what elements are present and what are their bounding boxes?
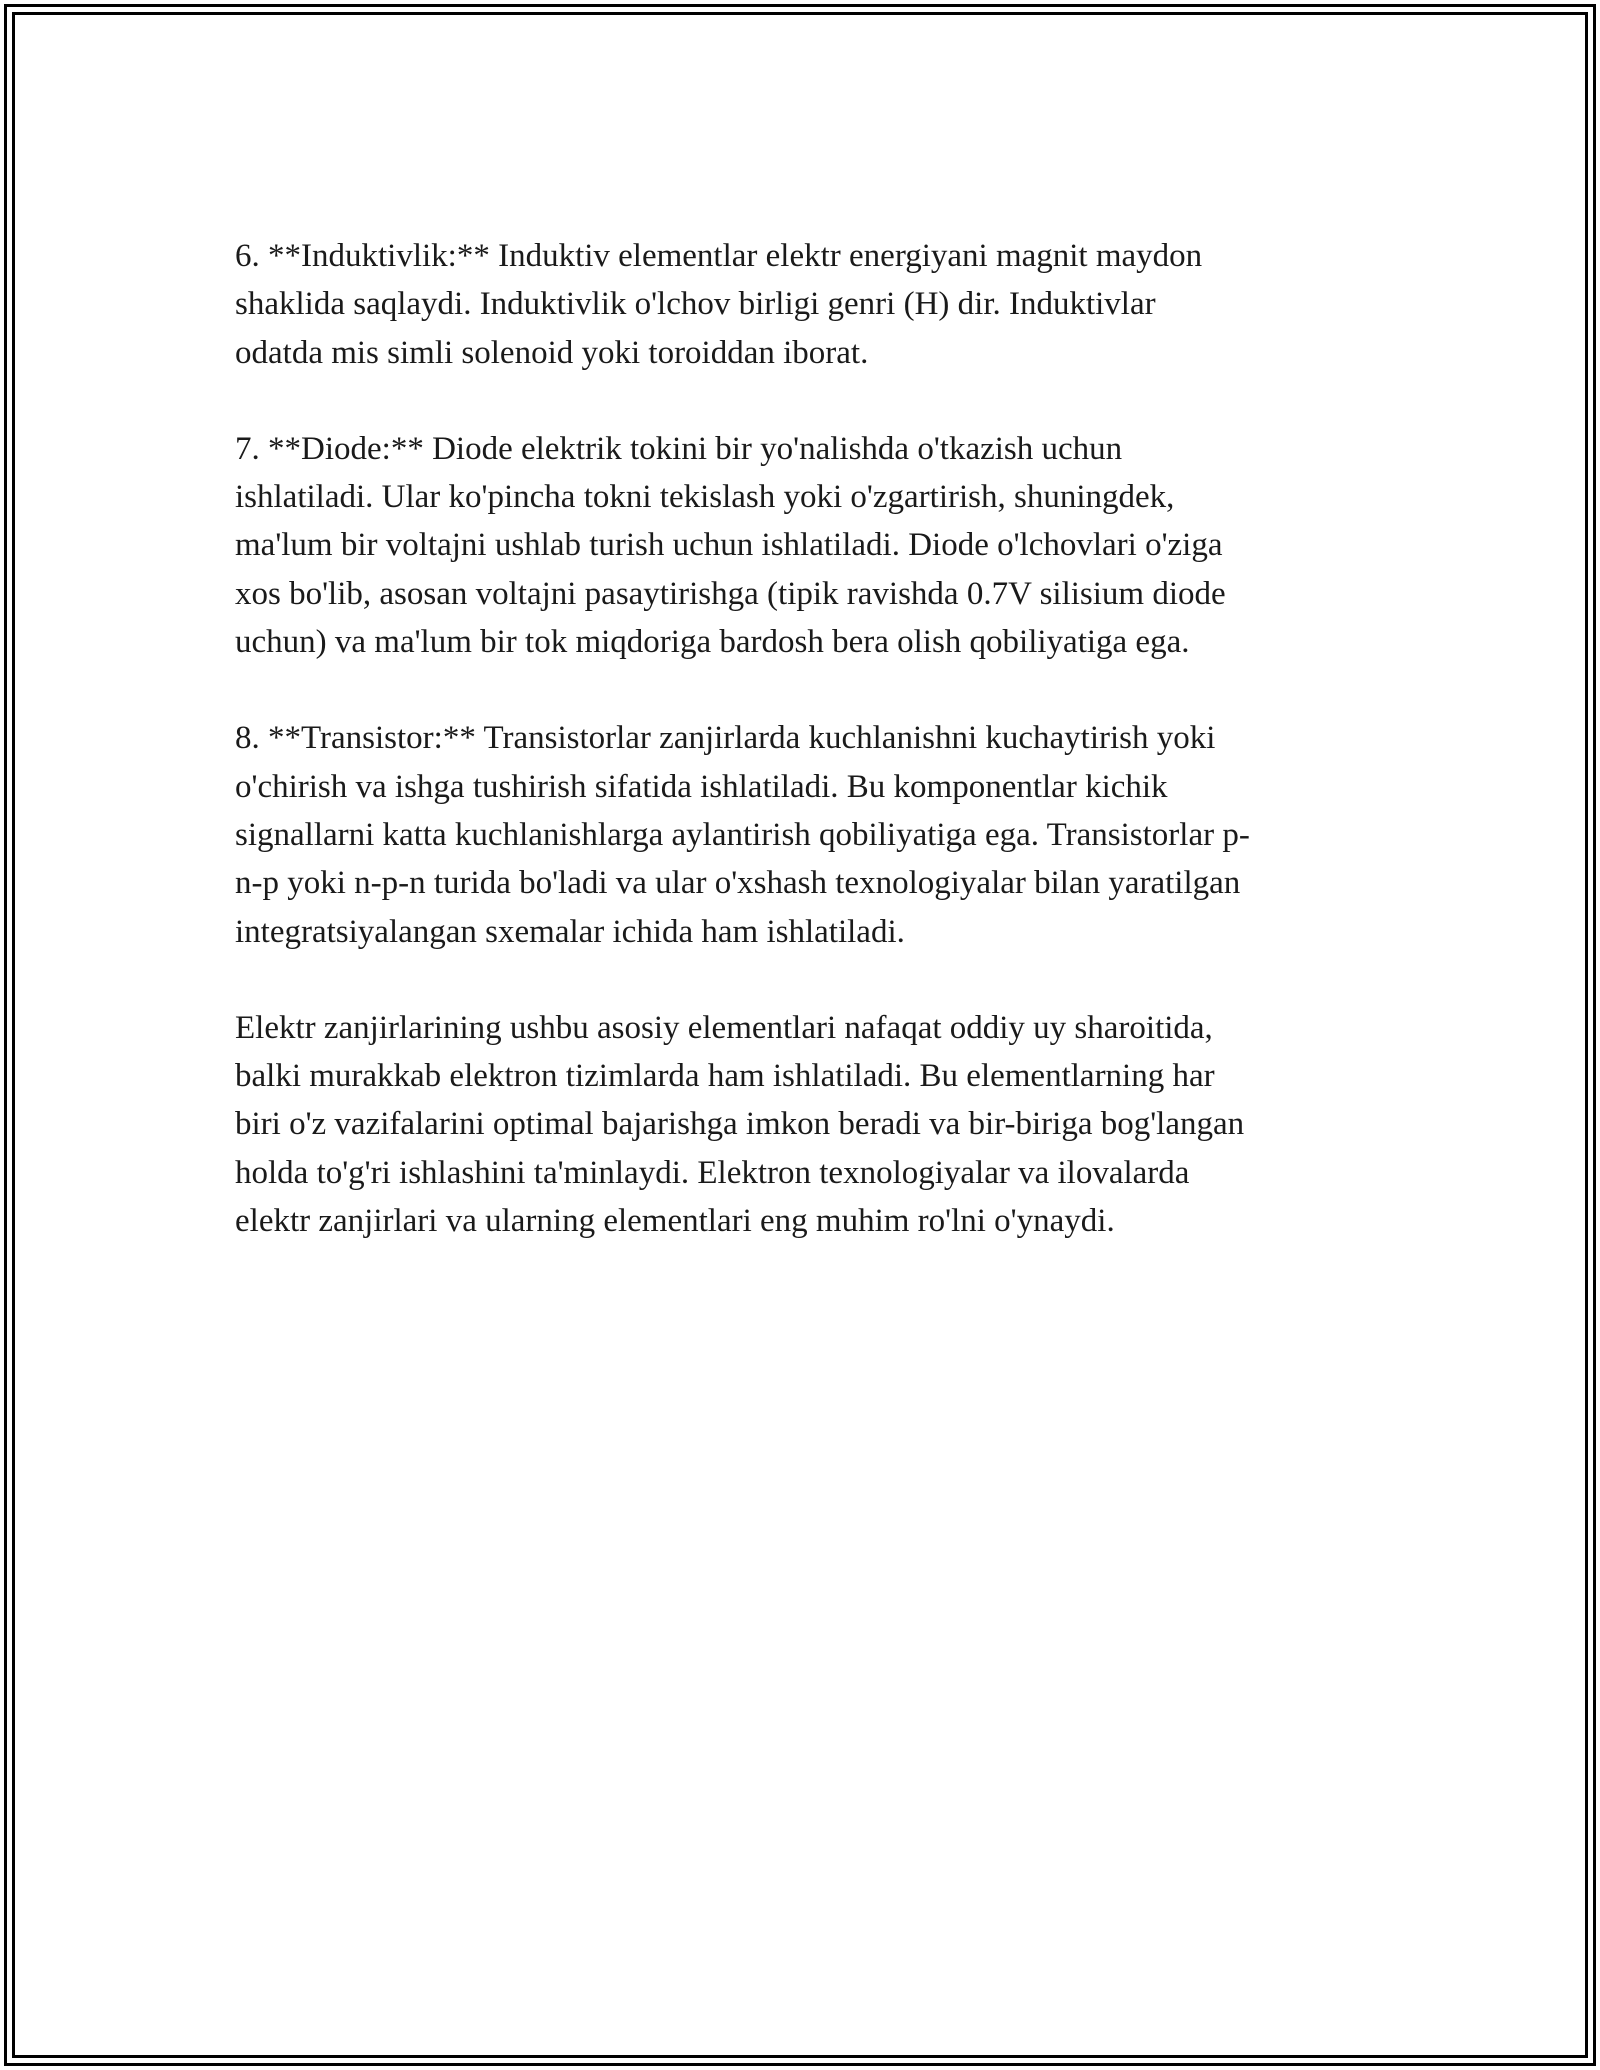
paragraph-inductance: 6. **Induktivlik:** Induktiv elementlar elektr energiyani magnit maydon shaklida saqlaydi. Induktivlik o'lchov birligi genri (H) dir. Induktivlar odatda mis simli solenoid yoki toroiddan iborat. bbox=[235, 238, 1203, 371]
paragraph-transistor: 8. **Transistor:** Transistorlar zanjirlarda kuchlanishni kuchaytirish yoki o'chirish va ishga tushirish sifatida ishlatiladi. Bu komponentlar kichik signallarni katta kuchlanishlarga aylantirish qobiliyatiga ega. Transistorlar p- n-p yoki n-p-n turida bo'ladi va ular o'xshash texnologiyalar bilan yaratilgan integratsiyalangan sxemalar ichida ham ishlatiladi. bbox=[235, 720, 1250, 950]
paragraph-diode: 7. **Diode:** Diode elektrik tokini bir yo'nalishda o'tkazish uchun ishlatiladi. Ular ko'pincha tokni tekislash yoki o'zgartirish, shuningdek, ma'lum bir voltajni ushlab turish uchun ishlatiladi. Diode o'lchovlari o'ziga xos bo'lib, asosan voltajni pasaytirishga (tipik ravishda 0.7V silisium diode uchun) va ma'lum bir tok miqdoriga bardosh bera olish qobiliyatiga ega. bbox=[235, 430, 1226, 661]
document-body bbox=[235, 232, 1375, 1293]
paragraph-conclusion: Elektr zanjirlarining ushbu asosiy elementlari nafaqat oddiy uy sharoitida, balki murakkab elektron tizimlarda ham ishlatiladi. Bu elementlarning har biri o'z vazifalarini optimal bajarishga imkon beradi va bir-biriga bog'langan holda to'g'ri ishlashini ta'minlaydi. Elektron texnologiyalar va ilovalarda elektr zanjirlari va ularning elementlari eng muhim ro'lni o'ynaydi. bbox=[235, 1009, 1245, 1240]
